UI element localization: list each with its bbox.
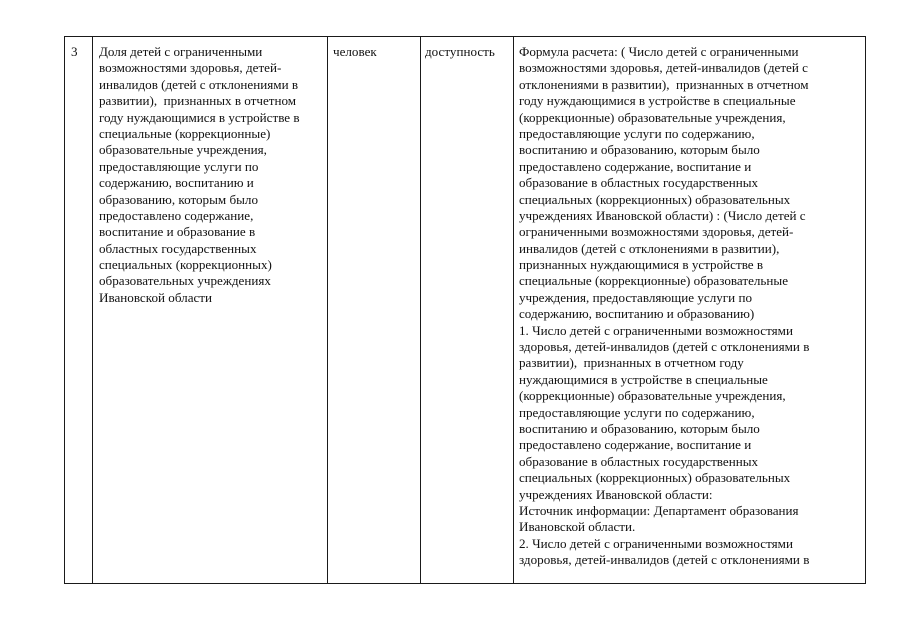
text-line: году нуждающимися в устройстве в специальные <box>519 93 796 109</box>
text-line: содержанию, воспитанию и <box>99 175 254 191</box>
text-line: специальных (коррекционных) образовательных <box>519 470 791 486</box>
text-line: году нуждающимися в устройстве в <box>99 109 300 125</box>
text-line: Формула расчета: ( Число детей с ограниченными <box>519 44 799 59</box>
text-line: нуждающимися в устройстве в специальные <box>519 371 768 387</box>
text-line: предоставлено содержание, воспитание и <box>519 158 752 174</box>
text-line: воспитание и образование в <box>99 224 256 240</box>
text-line: специальных (коррекционных) <box>99 257 272 273</box>
text-line: Ивановской области. <box>519 519 636 535</box>
calculation-method-cell <box>519 44 863 569</box>
indicator-type-cell: доступность <box>425 44 495 59</box>
text-line: инвалидов (детей с отклонениями в <box>99 76 299 92</box>
row-number: 3 <box>71 44 78 59</box>
text-line: предоставляющие услуги по содержанию, <box>519 125 755 141</box>
column-divider <box>420 37 421 583</box>
text-line: областных государственных <box>99 240 257 256</box>
text-line: инвалидов (детей с отклонениями в развитии), <box>519 240 780 256</box>
text-line: Доля детей с ограниченными <box>99 44 263 59</box>
text-line: содержанию, воспитанию и образованию) <box>519 306 755 322</box>
text-line: образование в областных государственных <box>519 175 759 191</box>
column-divider <box>513 37 514 583</box>
text-line: учреждения, предоставляющие услуги по <box>519 289 752 305</box>
text-line: специальных (коррекционных) образовательных <box>519 191 791 207</box>
text-line: предоставляющие услуги по содержанию, <box>519 404 755 420</box>
text-line: (коррекционные) образовательные учреждения, <box>519 388 786 404</box>
indicator-name-cell <box>99 44 325 306</box>
text-line: учреждениях Ивановской области: <box>519 486 713 502</box>
text-line: ограниченными возможностями здоровья, детей- <box>519 224 794 240</box>
text-line: отклонениями в развитии), признанных в отчетном <box>519 76 809 92</box>
text-line: возможностями здоровья, детей-инвалидов (детей с <box>519 60 808 76</box>
text-line: здоровья, детей-инвалидов (детей с отклонениями в <box>519 552 810 568</box>
column-divider <box>92 37 93 583</box>
text-line: развитии), признанных в отчетном <box>99 93 297 109</box>
text-line: (коррекционные) образовательные учреждения, <box>519 109 786 125</box>
text-line: специальные (коррекционные) образовательные <box>519 273 789 289</box>
text-line: предоставлено содержание, воспитание и <box>519 437 752 453</box>
text-line: развитии), признанных в отчетном году <box>519 355 744 371</box>
text-line: воспитанию и образованию, которым было <box>519 142 760 158</box>
unit-cell: человек <box>333 44 377 59</box>
text-line: образованию, которым было <box>99 191 258 207</box>
text-line: предоставлено содержание, <box>99 207 254 223</box>
text-line: Ивановской области <box>99 289 213 305</box>
text-line: образовательных учреждениях <box>99 273 271 289</box>
text-line: предоставляющие услуги по <box>99 158 259 174</box>
text-line: воспитанию и образованию, которым было <box>519 420 760 436</box>
text-line: признанных нуждающимися в устройстве в <box>519 257 764 273</box>
text-line: 2. Число детей с ограниченными возможностями <box>519 535 793 551</box>
text-line: Источник информации: Департамент образования <box>519 502 799 518</box>
text-line: образовательные учреждения, <box>99 142 267 158</box>
indicator-table <box>64 36 866 584</box>
text-line: специальные (коррекционные) <box>99 125 271 141</box>
text-line: возможностями здоровья, детей- <box>99 60 282 76</box>
text-line: образование в областных государственных <box>519 453 759 469</box>
text-line: учреждениях Ивановской области) : (Число детей с <box>519 207 806 223</box>
text-line: здоровья, детей-инвалидов (детей с отклонениями в <box>519 339 810 355</box>
text-line: 1. Число детей с ограниченными возможностями <box>519 322 793 338</box>
column-divider <box>327 37 328 583</box>
